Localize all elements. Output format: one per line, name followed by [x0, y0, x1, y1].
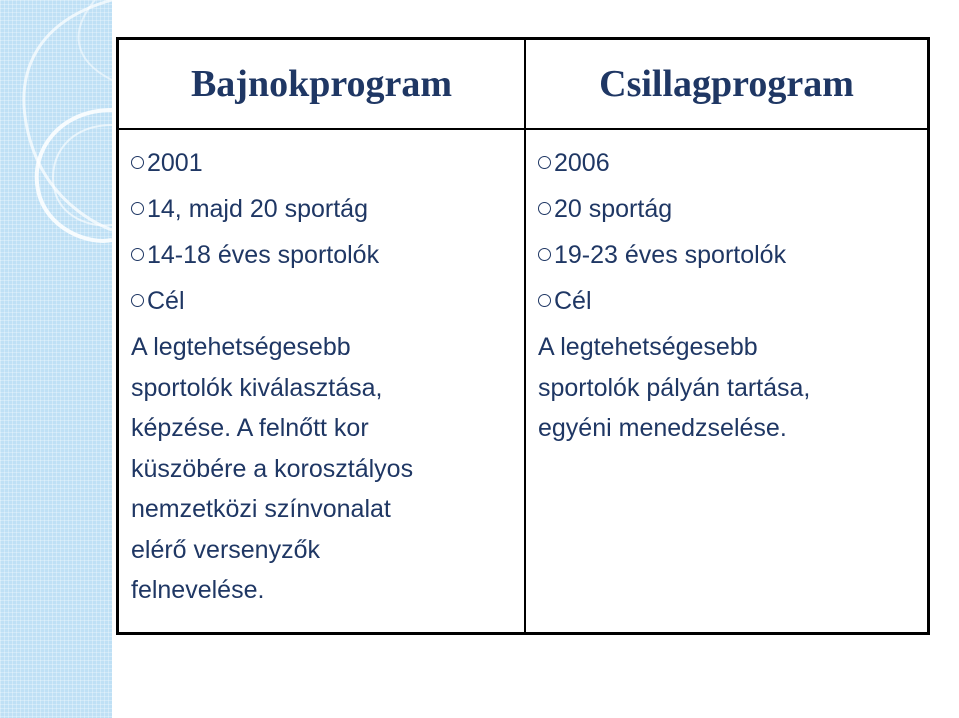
description-line: elérő versenyzők	[131, 535, 320, 564]
description-line: képzése. A felnőtt kor	[131, 414, 369, 442]
goal-description	[538, 327, 919, 449]
circle-bullet-icon	[538, 202, 551, 215]
circle-bullet-icon	[131, 156, 144, 169]
bullet-item	[131, 278, 516, 324]
column-title: Bajnokprogram	[119, 40, 524, 130]
goal-description	[131, 327, 516, 611]
circle-bullet-icon	[538, 294, 551, 307]
description-line: sportolók pályán tartása,	[538, 373, 811, 402]
description-line: A legtehetségesebb	[131, 333, 351, 361]
description-line: A legtehetségesebb	[538, 333, 758, 361]
bullet-item	[131, 186, 516, 232]
circle-bullet-icon	[131, 202, 144, 215]
comparison-table	[116, 37, 930, 635]
description-line: nemzetközi színvonalat	[131, 495, 391, 523]
circle-bullet-icon	[538, 248, 551, 261]
side-decoration	[0, 0, 112, 718]
bullet-text: 20 sportág	[554, 195, 673, 223]
bullet-item	[131, 140, 516, 186]
description-line: felnevelése.	[131, 576, 265, 604]
column-title: Csillagprogram	[526, 40, 927, 130]
circle-bullet-icon	[131, 294, 144, 307]
bullet-text: 2001	[147, 149, 203, 177]
bullet-text: 14, majd 20 sportág	[147, 195, 368, 223]
column-body	[119, 130, 524, 611]
column-csillagprogram	[526, 40, 927, 632]
bullet-item	[538, 140, 919, 186]
bullet-item	[538, 278, 919, 324]
bullet-item	[538, 186, 919, 232]
bullet-text: 2006	[554, 149, 610, 177]
bullet-item	[538, 232, 919, 278]
description-line: sportolók kiválasztása,	[131, 373, 383, 402]
bullet-item	[131, 232, 516, 278]
bullet-text: Cél	[147, 287, 185, 315]
bullet-text: 14-18 éves sportolók	[147, 241, 380, 269]
decorative-swirl	[0, 0, 112, 718]
column-body	[526, 130, 927, 449]
bullet-text: 19-23 éves sportolók	[554, 241, 787, 269]
description-line: küszöbére a korosztályos	[131, 454, 414, 483]
circle-bullet-icon	[131, 248, 144, 261]
circle-bullet-icon	[538, 156, 551, 169]
column-bajnokprogram	[119, 40, 526, 632]
description-line: egyéni menedzselése.	[538, 414, 787, 442]
bullet-text: Cél	[554, 287, 592, 315]
